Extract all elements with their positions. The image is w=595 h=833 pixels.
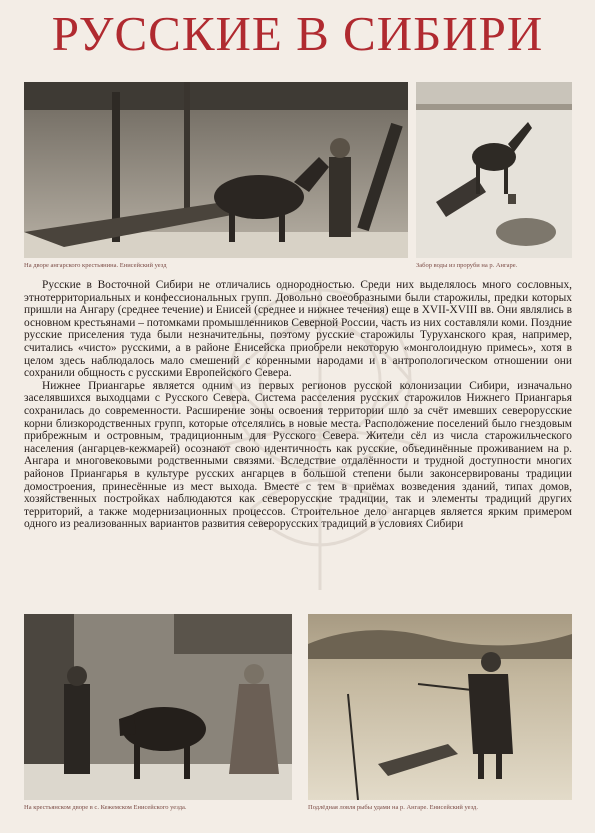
article-paragraph: Нижнее Приангарье является одним из первых регионов русской колонизации Сибири, изначально заселявшихся выходцами с Русского Севера. Система расселения русских старожилов Нижнего Приангарья сохранилась до современности. Расширение зоны освоения территории шло за счёт имевших северорусские корни близкородственных групп, которые отселялись в новые места. Расположение поселений было гнездовым прибрежным и островным, традиционным для Русского Севера. Жители сёл из числа старожильческого населения (ангарцев-кежмарей) осознают свою идентичность как русские, объединённые проживанием на р. Ангара и многовековыми родственными связями. Вследствие отдалённости и трудной доступности многих районов Приангарья в культуре русских ангарцев в большой степени были законсервированы традиции домостроения, принесённые из мест выхода. Вместе с тем в приёмах возведения зданий, типах домов, хозяйственных постройках наблюдаются как северорусские традиции, так и элементы традиций других территорий, а также модернизационных процессов. Строительное дело ангарцев является ярким примером одного из реализованных вариантов развития северорусских традиций в условиях Сибири <box>24 379 572 531</box>
photo-caption: На крестьянском дворе в с. Кежемском Енисейского уезда. <box>24 804 187 811</box>
photo-horse-in-yard <box>24 82 408 258</box>
photo-calf-and-villagers <box>24 614 292 800</box>
photo-water-drawing <box>416 82 572 258</box>
photo-caption: На дворе ангарского крестьянина. Енисейский уезд <box>24 262 167 269</box>
article-paragraph: Русские в Восточной Сибири не отличались однородностью. Среди них выделялось много сословных, этнотерриториальных и конфессиональных групп. Довольно своеобразными были старожилы, предки которых пришли на Ангару (среднее течение) и Енисей (среднее и нижнее течения) еще в XVII-XVIII вв. Они являлись в основном крестьянами – потомками промышленников Северной России, часть из них составляли коми. Поздние русские приселения туда были незначительны, поэтому русские старожилы Туруханского края, например, считались «чисто» русскими, а в районе Енисейска приобрели некоторую «монголоидную примесь», хотя в целом здесь наблюдалось мало смешений с коренными народами и в антропологическом отношении они сохранили общность с русскими Европейского Севера. <box>24 279 572 380</box>
photo-ice-fishing <box>308 614 572 800</box>
article-body <box>24 279 572 531</box>
page-title: РУССКИЕ В СИБИРИ <box>51 6 544 61</box>
photo-caption: Забор воды из проруби на р. Ангаре. <box>416 262 518 269</box>
photo-caption: Подлёдная ловля рыбы удами на р. Ангаре. Енисейский уезд. <box>308 804 478 811</box>
